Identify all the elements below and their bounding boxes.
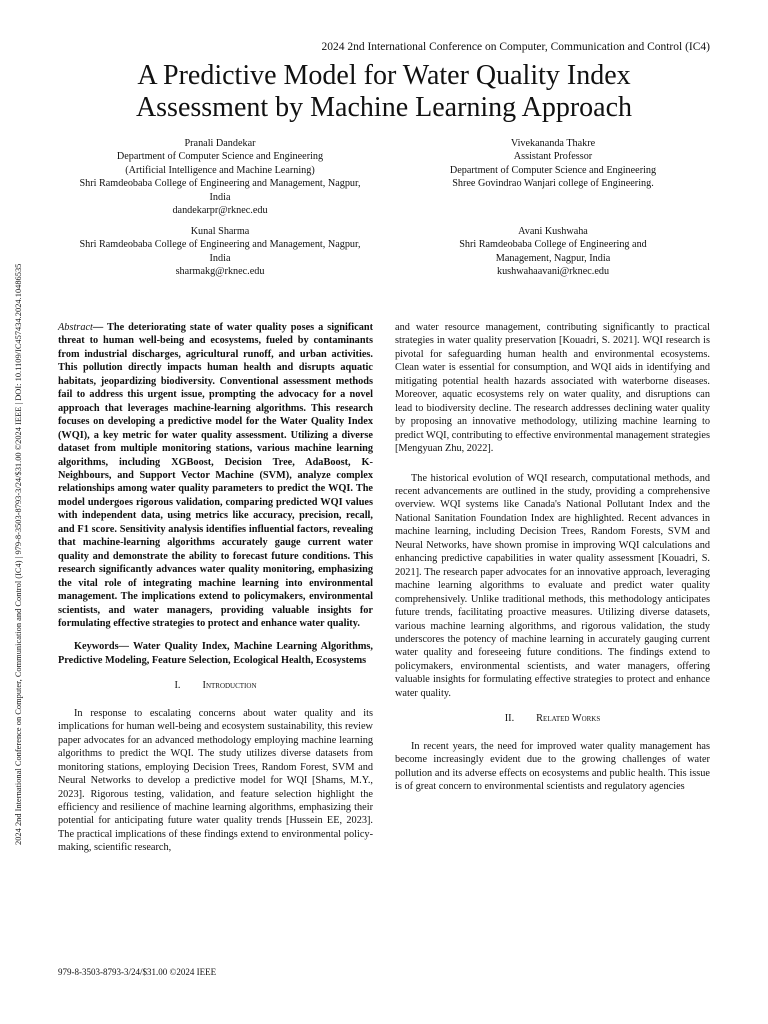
author-affiliation: Shri Ramdeobaba College of Engineering and [459,239,647,251]
author-name: Vivekananda Thakre [510,138,596,149]
left-column [58,321,373,855]
abstract-text: — The deteriorating state of water quality poses a significant threat to human well-being and ecosystems, fueled by contaminants from industrial discharges, agricultural runoff, and urban activities. This pollution directly impacts human health and disrupts aquatic habitats, jeopardizing biodiversity. Conventional assessment methods fail to address this urgent issue, prompting the advocacy for a novel approach that leverages machine-learning algorithms. This research focuses on developing a predictive model for the Water Quality Index (WQI), a key metric for water quality assessment. Utilizing a diverse dataset from multiple monitoring stations, various machine learning algorithms, including XGBoost, Decision Tree, AdaBoost, K-Neighbours, and Support Vector Machine (SVM), analyze complex relationships among water quality parameters to predict the WQI. The model undergoes rigorous validation, comparing predicted WQI values with independent data, using metrics like accuracy, precision, recall, and F1 score. Sensitivity analysis identifies influential factors, revealing that machine-learning algorithms accurately gauge current water quality and demonstrate the ability to forecast future conditions. This research significantly advances water quality monitoring, emphasizing the vital role of integrating machine learning into environmental management. The implications extend to policymakers, environmental scientists, and water managers, providing valuable insights for formulating effective strategies to protect and enhance water quality. [58,322,373,629]
abstract [58,321,373,630]
author-affiliation: India [209,191,231,203]
author-block-1 [30,137,410,217]
keywords [58,640,373,667]
author-affiliation: Shree Govindrao Wanjari college of Engineering. [452,178,654,190]
keywords-label: Keywords [74,641,119,653]
author-affiliation: Shri Ramdeobaba College of Engineering and Management, Nagpur, [79,178,361,190]
section-heading-introduction [58,679,373,692]
title-line-1: A Predictive Model for Water Quality Index [137,60,631,91]
author-affiliation: (Artificial Intelligence and Machine Learning) [125,164,315,176]
side-doi-text: 2024 2nd International Conference on Computer, Communication and Control (IC4) | 979-8-3503-8793-3/24/$31.00 ©2024 IEEE | DOI: 10.1109/IC457434.2024.10486535 [14,263,23,845]
author-affiliation: Department of Computer Science and Engineering [116,151,324,163]
author-affiliation: Shri Ramdeobaba College of Engineering and Management, Nagpur, [79,239,361,251]
author-email: sharmakg@rknec.edu [175,266,265,278]
conference-header: 2024 2nd International Conference on Computer, Communication and Control (IC4) [321,41,710,53]
author-name: Avani Kushwaha [518,226,588,237]
author-affiliation: India [209,252,231,264]
section-number: II. [504,713,515,725]
author-name: Kunal Sharma [190,226,250,237]
body-paragraph: and water resource management, contributing significantly to practical strategies in water quality preservation [Kouadri, S. 2021]. WQI research is pivotal for safeguarding human health and environmental ecosystems. Clean water is essential for consumption, and WQI aids in identifying and mitigating potential health hazards associated with waterborne diseases. Moreover, aquatic ecosystems rely on water quality, and disruptions can lead to biodiversity decline. The research addresses declining water quality by proposing an innovative methodology, utilizing machine learning to predict WQI, contributing to effective environmental management strategies [Mengyuan Zhu, 2022]. [395,322,710,455]
paper-title [0,60,768,124]
author-affiliation: Assistant Professor [513,151,593,163]
author-block-4 [392,225,714,279]
section-title: Related Works [536,713,601,725]
section-title: Introduction [202,680,257,692]
author-block-2 [392,137,714,191]
section-number: I. [174,680,181,692]
author-block-3 [30,225,410,279]
author-affiliation: Management, Nagpur, India [495,252,611,264]
copyright-footer: 979-8-3503-8793-3/24/$31.00 ©2024 IEEE [58,967,217,977]
author-email: kushwahaavani@rknec.edu [496,266,610,278]
author-affiliation: Department of Computer Science and Engineering [449,164,657,176]
section-heading-related-works [395,712,710,725]
right-column [395,321,710,794]
keywords-text: — Water Quality Index, Machine Learning Algorithms, Predictive Modeling, Feature Selection, Ecological Health, Ecosystems [58,641,373,666]
body-paragraph: The historical evolution of WQI research, computational methods, and recent advancements are outlined in the study, providing a comprehensive overview. WQI systems like Canada's National Pollutant Index and the National Sanitation Foundation Index are highlighted. Recent advances in machine learning, including Decision Trees, Random Forests, SVM and Neural Networks, have shown promise in improving WQI calculations and enhancing predictive capabilities in water quality assessment [Kouadri, S. 2021]. The research paper advocates for an innovative approach, leveraging machine learning algorithms to evaluate and predict water quality comprehensively. Unlike traditional methods, this methodology anticipates future trends, facilitating proactive measures. Utilizing diverse datasets, various machine learning algorithms, and rigorous validation, the study underscores the potency of machine learning in accurately gauging current water quality and foreseeing future conditions. The findings extend to policymakers, environmental scientists, and water managers, offering valuable insights for formulating effective strategies to protect and enhance water quality. [395,472,710,699]
abstract-label: Abstract [58,322,93,333]
title-line-2: Assessment by Machine Learning Approach [135,92,633,123]
author-email: dandekarpr@rknec.edu [172,205,268,217]
related-paragraph: In recent years, the need for improved water quality management has become increasingly evident due to the growing challenges of water pollution and its adverse effects on ecosystems and public health. This issue is of great concern to environmental scientists and regulatory agencies [395,740,710,793]
author-name: Pranali Dandekar [184,138,256,149]
intro-paragraph: In response to escalating concerns about water quality and its implications for human well-being and ecosystem sustainability, this review paper advocates for an advanced methodology employing machine learning algorithms to predict the WQI. The study utilizes diverse datasets from monitoring stations, employing Decision Trees, Random Forest, SVM and Neural Networks to develop a predictive model for WQI [Shams, M.Y., 2023]. Rigorous testing, validation, and feature selection highlight the efficiency and resilience of machine learning algorithms, emphasizing their potential for anticipating future water quality trends [Hussein EE, 2023]. The practical implications of these findings extend to environmental policy-making, scientific research, [58,707,373,854]
